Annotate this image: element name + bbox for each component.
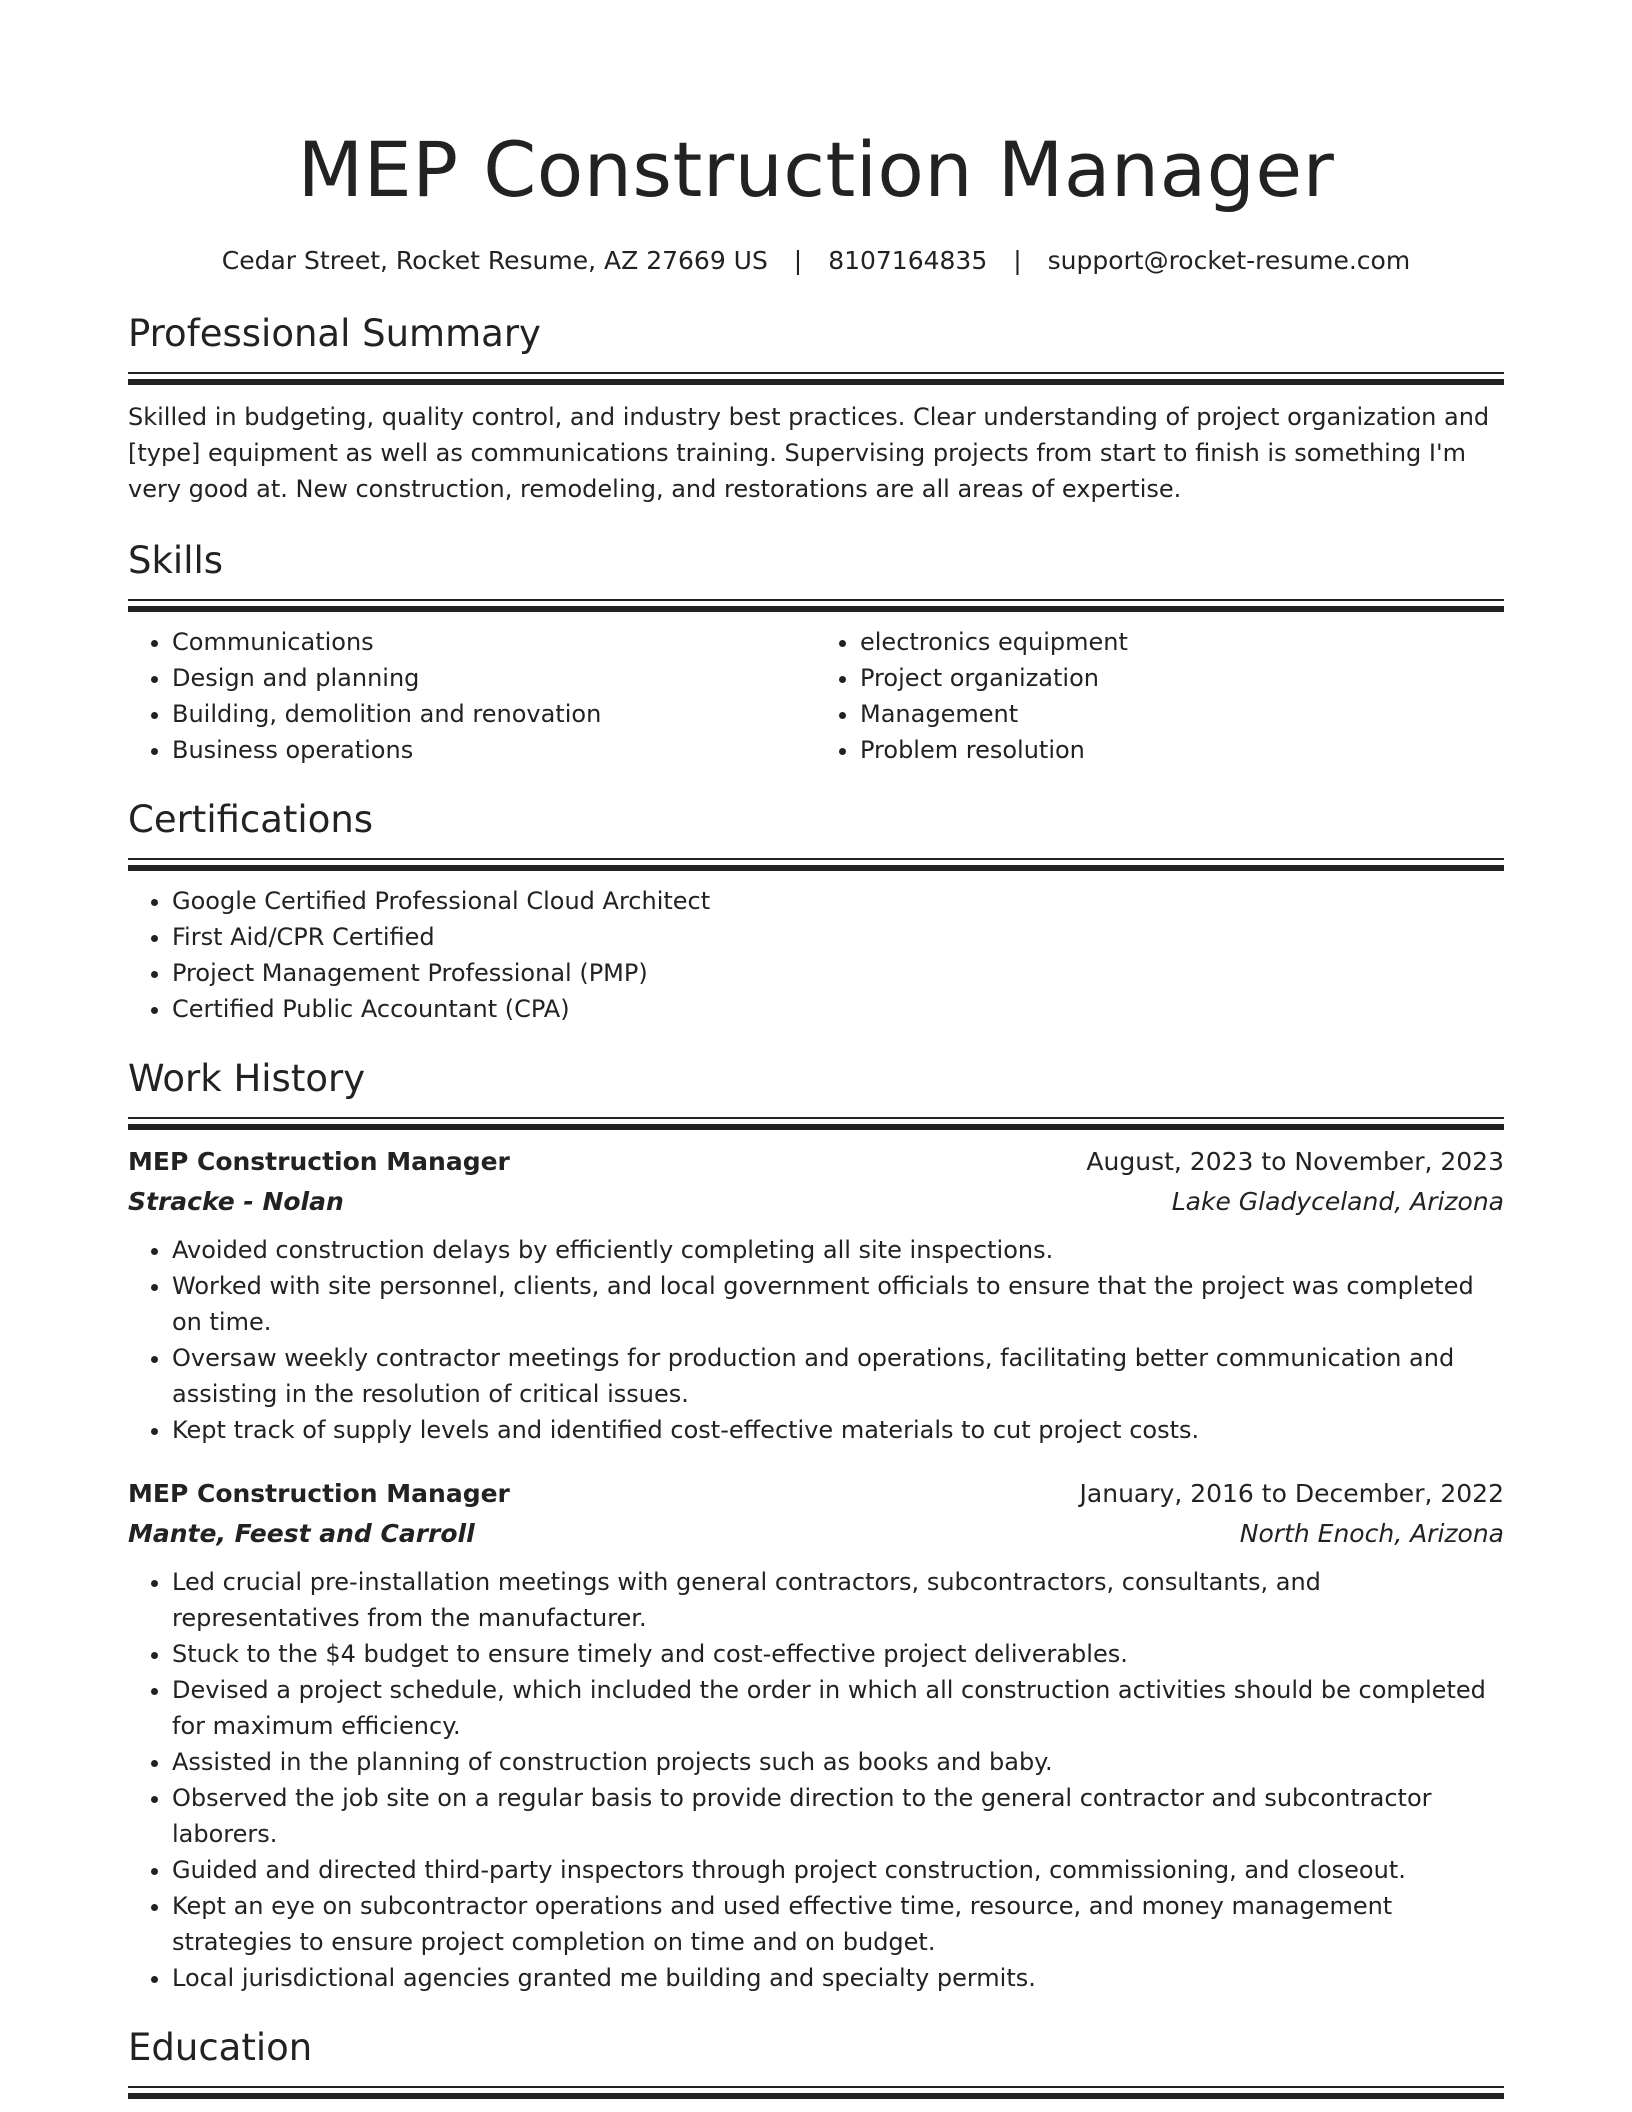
job-title: MEP Construction Manager — [128, 1147, 510, 1176]
skills-right-list — [816, 624, 1504, 768]
job-company-row — [128, 1182, 1504, 1222]
certification-item: • Certified Public Accountant (CPA) — [172, 991, 1504, 1027]
work-history-heading: Work History — [128, 1057, 366, 1100]
work-history-section — [128, 1053, 1504, 1996]
skill-item: • Building, demolition and renovation — [172, 696, 816, 732]
job-dates: January, 2016 to December, 2022 — [1079, 1479, 1504, 1508]
education-heading: Education — [128, 2026, 313, 2069]
job-bullet: • Local jurisdictional agencies granted me building and specialty permits. — [172, 1960, 1504, 1996]
skill-item: • Problem resolution — [860, 732, 1504, 768]
job-company-row — [128, 1514, 1504, 1554]
resume-title: MEP Construction Manager — [297, 125, 1335, 214]
job-header-row — [128, 1142, 1504, 1182]
skills-left-list — [128, 624, 816, 768]
job-title: MEP Construction Manager — [128, 1479, 510, 1508]
summary-heading: Professional Summary — [128, 312, 541, 355]
section-divider — [128, 858, 1504, 869]
contact-line — [128, 244, 1504, 278]
certifications-heading: Certifications — [128, 798, 374, 841]
job-bullet: • Guided and directed third-party inspectors through project construction, commissioning, and closeout. — [172, 1852, 1504, 1888]
contact-separator: | — [1013, 246, 1022, 275]
job-entry — [128, 1142, 1504, 1448]
certifications-list — [128, 883, 1504, 1027]
certifications-section — [128, 794, 1504, 1027]
job-location: Lake Gladyceland, Arizona — [1171, 1187, 1504, 1216]
job-bullet: • Led crucial pre-installation meetings with general contractors, subcontractors, consultants, and representatives from the manufacturer. — [172, 1564, 1504, 1636]
section-divider — [128, 372, 1504, 383]
contact-phone: 8107164835 — [828, 246, 988, 275]
contact-separator: | — [793, 246, 803, 275]
job-bullet: • Oversaw weekly contractor meetings for production and operations, facilitating better communication and assisting in the resolution of critical issues. — [172, 1340, 1504, 1412]
skill-item: • Design and planning — [172, 660, 816, 696]
contact-email: support@rocket-resume.com — [1047, 246, 1411, 275]
certification-item: • Project Management Professional (PMP) — [172, 955, 1504, 991]
job-bullet: • Kept track of supply levels and identified cost-effective materials to cut project costs. — [172, 1412, 1504, 1448]
section-divider — [128, 599, 1504, 610]
skill-item: • Business operations — [172, 732, 816, 768]
job-bullets — [128, 1564, 1504, 1996]
job-bullet: • Observed the job site on a regular basis to provide direction to the general contractor and subcontractor laborers. — [172, 1780, 1504, 1852]
job-bullets — [128, 1232, 1504, 1448]
summary-text: Skilled in budgeting, quality control, and industry best practices. Clear understanding of project organization and [type] equipment as well as communications training. Supervising projects from start to finish is something I'm very good at. New construction, remodeling, and restorations are all areas of expertise. — [128, 403, 1490, 503]
job-bullet: • Assisted in the planning of construction projects such as books and baby. — [172, 1744, 1504, 1780]
certification-item: • First Aid/CPR Certified — [172, 919, 1504, 955]
job-header-row — [128, 1474, 1504, 1514]
job-bullet: • Avoided construction delays by efficiently completing all site inspections. — [172, 1232, 1504, 1268]
certification-item: • Google Certified Professional Cloud Architect — [172, 883, 1504, 919]
summary-section — [128, 308, 1504, 507]
skills-columns — [128, 624, 1504, 768]
job-bullet: • Devised a project schedule, which included the order in which all construction activities should be completed for maximum efficiency. — [172, 1672, 1504, 1744]
skill-item: • Project organization — [860, 660, 1504, 696]
skills-section — [128, 535, 1504, 768]
job-bullet: • Worked with site personnel, clients, and local government officials to ensure that the project was completed on time. — [172, 1268, 1504, 1340]
skill-item: • electronics equipment — [860, 624, 1504, 660]
skill-item: • Management — [860, 696, 1504, 732]
job-company: Stracke - Nolan — [128, 1187, 344, 1216]
skill-item: • Communications — [172, 624, 816, 660]
section-divider — [128, 2086, 1504, 2097]
job-dates: August, 2023 to November, 2023 — [1086, 1147, 1504, 1176]
job-bullet: • Stuck to the $4 budget to ensure timely and cost-effective project deliverables. — [172, 1636, 1504, 1672]
job-company: Mante, Feest and Carroll — [128, 1519, 475, 1548]
skills-heading: Skills — [128, 539, 224, 582]
contact-address: Cedar Street, Rocket Resume, AZ 27669 US — [221, 246, 768, 275]
job-location: North Enoch, Arizona — [1239, 1519, 1504, 1548]
education-section — [128, 2022, 1504, 2097]
section-divider — [128, 1117, 1504, 1128]
job-entry — [128, 1474, 1504, 1996]
job-bullet: • Kept an eye on subcontractor operations and used effective time, resource, and money management strategies to ensure project completion on time and on budget. — [172, 1888, 1504, 1960]
